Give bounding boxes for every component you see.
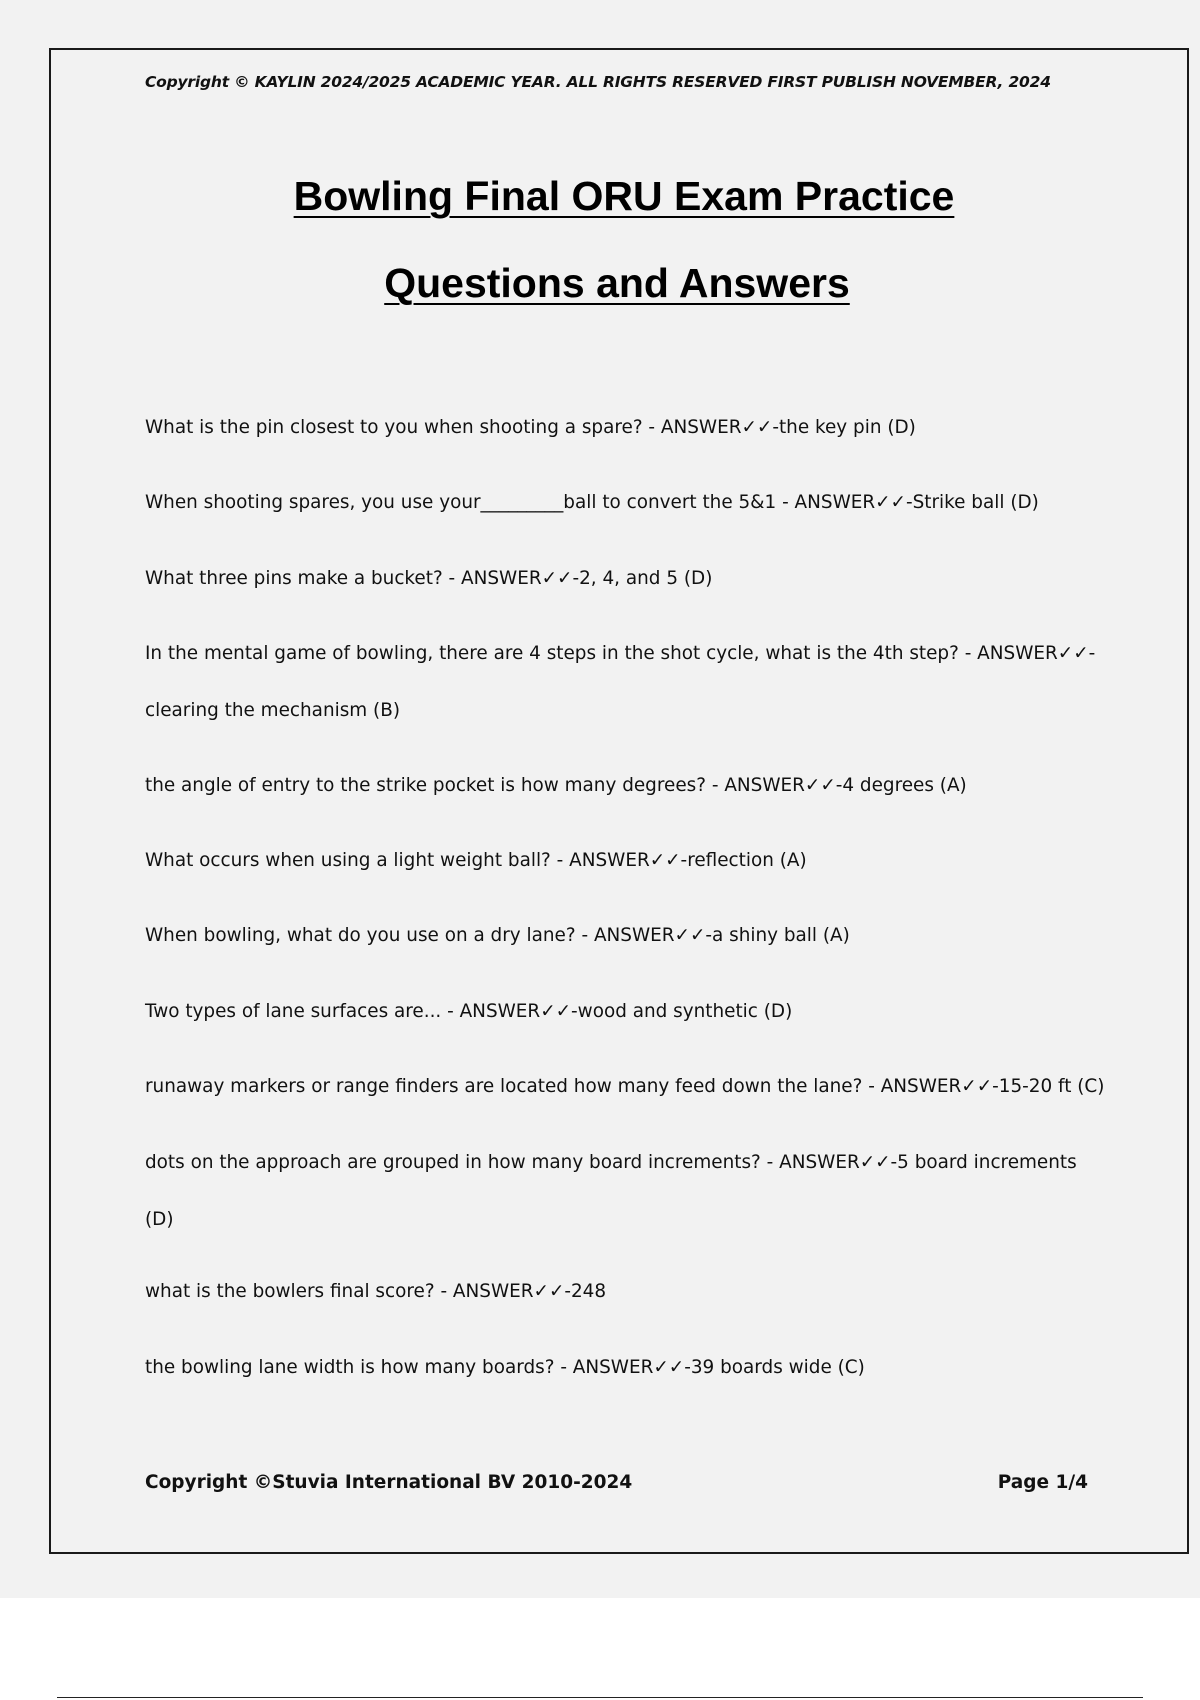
qa-item-7: When bowling, what do you use on a dry lane? - ANSWER✓✓-a shiny ball (A) [145, 925, 850, 946]
title-text-2: Questions and Answers [384, 260, 850, 306]
qa-item-10 [145, 1134, 1095, 1248]
qa-item-2: When shooting spares, you use your_________ball to convert the 5&1 - ANSWER✓✓-Strike ball (D) [145, 492, 1039, 513]
qa-item-5: the angle of entry to the strike pocket is how many degrees? - ANSWER✓✓-4 degrees (A) [145, 775, 967, 796]
qa-item-3: What three pins make a bucket? - ANSWER✓✓-2, 4, and 5 (D) [145, 568, 713, 589]
qa-item-11: what is the bowlers final score? - ANSWER✓✓-248 [145, 1281, 607, 1302]
qa-item-10-line-2: (D) [145, 1209, 174, 1230]
title-text-1: Bowling Final ORU Exam Practice [293, 173, 955, 219]
page-number: Page 1/4 [997, 1472, 1088, 1493]
qa-item-4-line-1: In the mental game of bowling, there are 4 steps in the shot cycle, what is the 4th step? - ANSWER✓✓- [145, 643, 1096, 664]
document-title-line-1 [0, 173, 1200, 220]
document-title-line-2 [0, 260, 1200, 307]
header-copyright: Copyright © KAYLIN 2024/2025 ACADEMIC YEAR. ALL RIGHTS RESERVED FIRST PUBLISH NOVEMBER, 2024 [145, 73, 1051, 91]
qa-item-10-line-1: dots on the approach are grouped in how many board increments? - ANSWER✓✓-5 board increments [145, 1152, 1077, 1173]
qa-item-12: the bowling lane width is how many boards? - ANSWER✓✓-39 boards wide (C) [145, 1357, 865, 1378]
footer-copyright: Copyright ©Stuvia International BV 2010-2024 [145, 1472, 633, 1493]
qa-item-4 [145, 625, 1095, 739]
qa-item-1: What is the pin closest to you when shooting a spare? - ANSWER✓✓-the key pin (D) [145, 417, 916, 438]
qa-item-4-line-2: clearing the mechanism (B) [145, 700, 401, 721]
qa-item-6: What occurs when using a light weight ball? - ANSWER✓✓-reflection (A) [145, 850, 807, 871]
qa-item-9: runaway markers or range finders are located how many feed down the lane? - ANSWER✓✓-15-20 ft (C) [145, 1076, 1105, 1097]
next-page-divider [57, 1697, 1143, 1698]
qa-item-8: Two types of lane surfaces are... - ANSWER✓✓-wood and synthetic (D) [145, 1001, 793, 1022]
